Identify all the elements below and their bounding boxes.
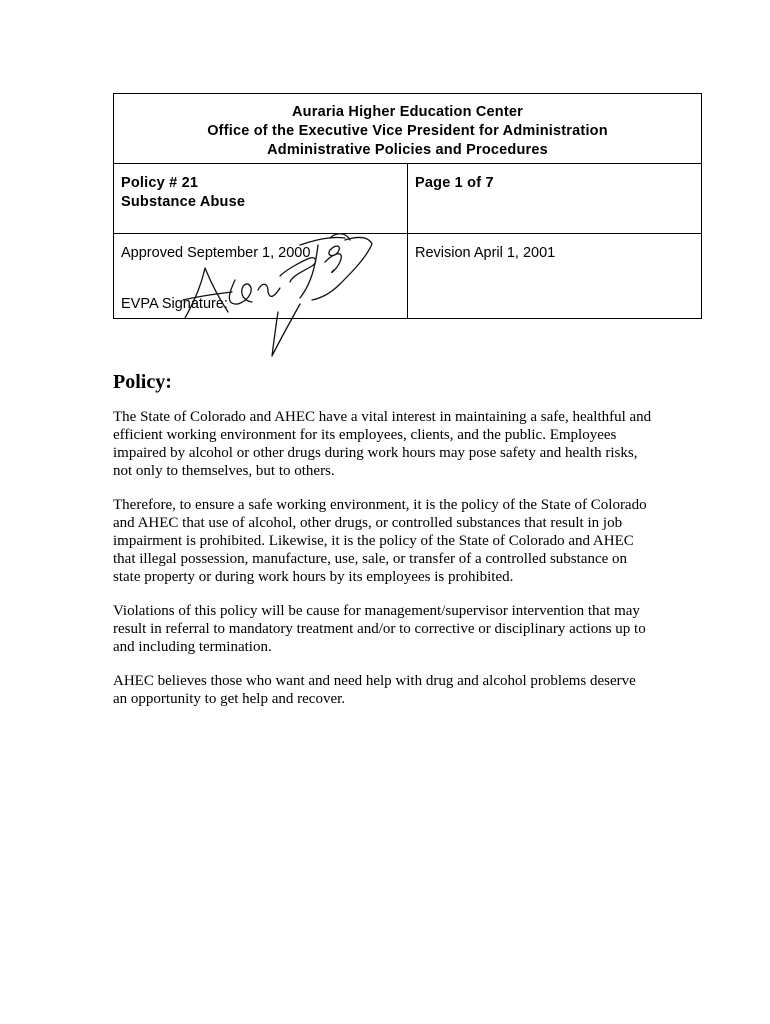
paragraph-line: impairment is prohibited. Likewise, it is the policy of the State of Colorado and AHEC [113, 533, 634, 549]
paragraph-line: and including termination. [113, 639, 272, 655]
paragraph-line: that illegal possession, manufacture, use, sale, or transfer of a controlled substance on [113, 551, 628, 567]
paragraph-line: The State of Colorado and AHEC have a vital interest in maintaining a safe, healthful and [113, 409, 652, 425]
paragraph-line: not only to themselves, but to others. [113, 463, 335, 479]
paragraph [113, 408, 673, 480]
page-cell [408, 164, 701, 233]
policy-header-table [113, 93, 702, 319]
document-series: Administrative Policies and Procedures [267, 142, 548, 158]
paragraph-line: result in referral to mandatory treatment and/or to corrective or disciplinary actions up to [113, 621, 646, 637]
revision-date: Revision April 1, 2001 [415, 245, 556, 261]
paragraph-line: Violations of this policy will be cause for management/supervisor intervention that may [113, 603, 640, 619]
policy-number: Policy # 21 [121, 175, 199, 191]
policy-title: Substance Abuse [121, 194, 246, 210]
paragraph-line: impaired by alcohol or other drugs during work hours may pose safety and health risks, [113, 445, 638, 461]
paragraph-line: efficient working environment for its employees, clients, and the public. Employees [113, 427, 617, 443]
policy-body [113, 370, 673, 724]
paragraph-line: an opportunity to get help and recover. [113, 691, 346, 707]
paragraph [113, 672, 673, 708]
paragraph-line: Therefore, to ensure a safe working environment, it is the policy of the State of Colorado [113, 497, 647, 513]
paragraph [113, 602, 673, 656]
revision-cell [408, 234, 701, 318]
institution-name: Auraria Higher Education Center [292, 104, 523, 120]
paragraph [113, 496, 673, 586]
header-title-block [114, 94, 701, 164]
paragraph-line: AHEC believes those who want and need help with drug and alcohol problems deserve [113, 673, 636, 689]
office-name: Office of the Executive Vice President for Administration [207, 123, 608, 139]
paragraph-line: and AHEC that use of alcohol, other drugs, or controlled substances that result in job [113, 515, 623, 531]
policy-heading: Policy: [113, 371, 172, 393]
policy-info-row [114, 164, 701, 233]
policy-id-cell [114, 164, 408, 233]
paragraph-line: state property or during work hours by its employees is prohibited. [113, 569, 514, 585]
signature-label: EVPA Signature: [121, 296, 228, 312]
page-indicator: Page 1 of 7 [415, 175, 494, 191]
approved-date: Approved September 1, 2000 [121, 245, 311, 261]
